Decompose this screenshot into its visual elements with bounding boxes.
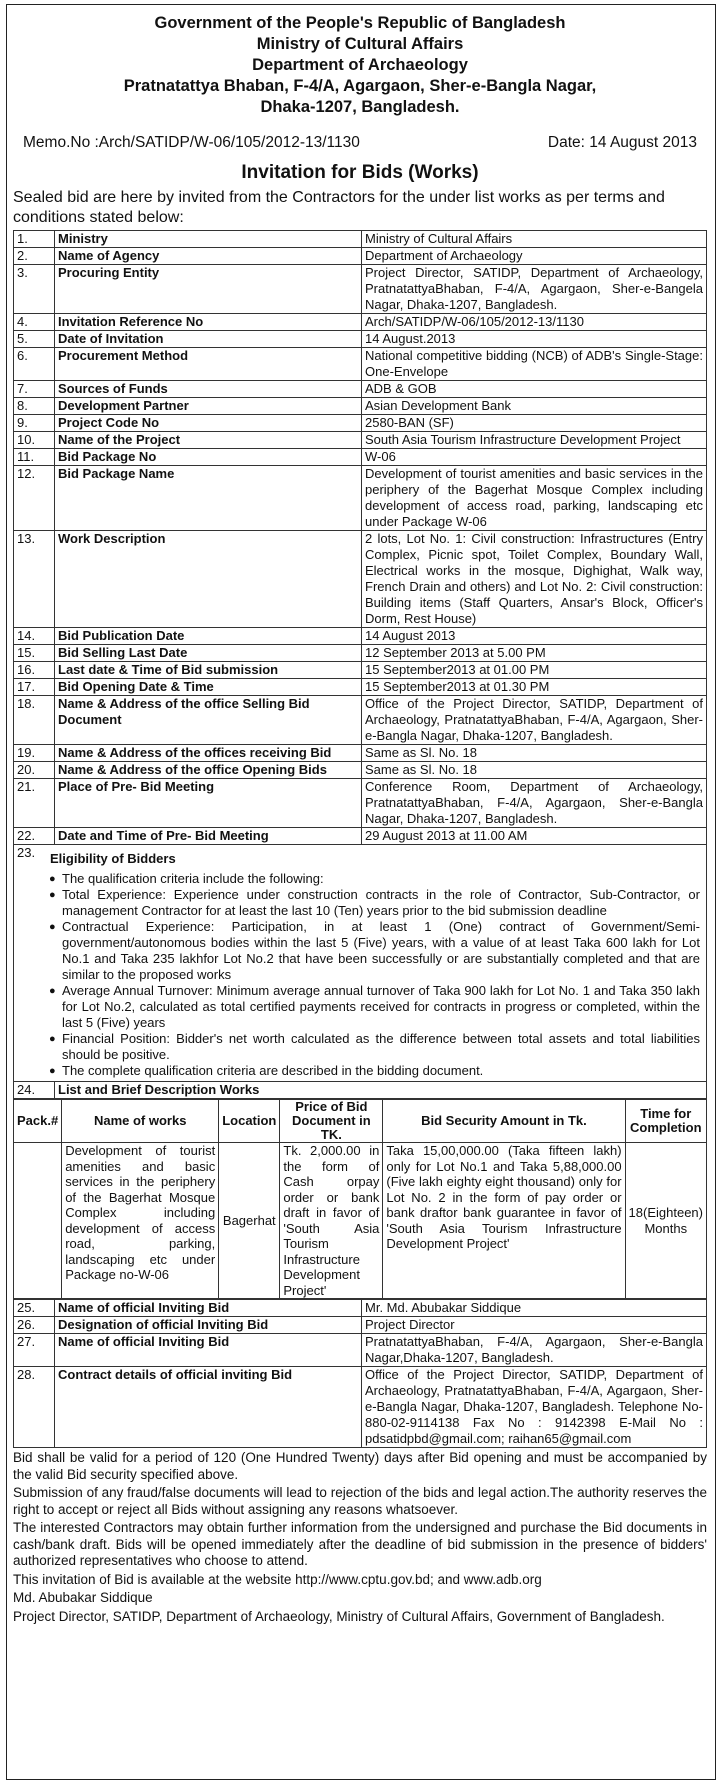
eligibility-item: ● Financial Position: Bidder's net worth calculated as the difference between total assets and total liabilities should be positive. bbox=[62, 1031, 700, 1063]
header-address: Pratnatattya Bhaban, F-4/A, Agargaon, Sher-e-Bangla Nagar, bbox=[123, 77, 597, 95]
eligibility-item: ● The complete qualification criteria are described in the bidding document. bbox=[62, 1063, 700, 1079]
table-row bbox=[14, 779, 707, 828]
row-sl: 21. bbox=[14, 779, 55, 828]
table-row bbox=[14, 828, 707, 845]
works-price: Tk. 2,000.00 in the form of Cash orpay order or bank draft in favor of 'South Asia Tourism Infrastructure Development Project' bbox=[280, 1143, 383, 1299]
row-label: Work Description bbox=[55, 531, 362, 628]
row-sl: 28. bbox=[14, 1367, 55, 1448]
row-sl: 12. bbox=[14, 466, 55, 531]
row-label: Date and Time of Pre- Bid Meeting bbox=[55, 828, 362, 845]
row-sl: 18. bbox=[14, 696, 55, 745]
row-sl: 13. bbox=[14, 531, 55, 628]
table-row bbox=[14, 398, 707, 415]
eligibility-item: ● Average Annual Turnover: Minimum average annual turnover of Taka 900 lakh for Lot No. 1 and Taka 350 lakh for Lot No.2, calculated as total certified payments received for contracts in progress or completed, within the last 5 (Five) years bbox=[62, 983, 700, 1031]
letterhead bbox=[13, 13, 707, 118]
row-label: Date of Invitation bbox=[55, 331, 362, 348]
col-pack: Pack.# bbox=[14, 1100, 62, 1143]
table-row bbox=[14, 1334, 707, 1367]
row-value: South Asia Tourism Infrastructure Development Project bbox=[362, 432, 707, 449]
row-label: Last date & Time of Bid submission bbox=[55, 662, 362, 679]
header-ministry: Ministry of Cultural Affairs bbox=[256, 35, 464, 53]
row-value: 15 September2013 at 01.00 PM bbox=[362, 662, 707, 679]
table-row bbox=[14, 696, 707, 745]
row-sl: 14. bbox=[14, 628, 55, 645]
table-row bbox=[14, 466, 707, 531]
row-label: Bid Package No bbox=[55, 449, 362, 466]
row-sl: 3. bbox=[14, 265, 55, 314]
row-sl: 1. bbox=[14, 231, 55, 248]
memo-line bbox=[23, 134, 697, 152]
row-label: Name & Address of the office Opening Bids bbox=[55, 762, 362, 779]
bid-notice-page bbox=[6, 4, 716, 1780]
row-sl: 2. bbox=[14, 248, 55, 265]
row-value: 14 August 2013 bbox=[362, 628, 707, 645]
table-row bbox=[14, 1300, 707, 1317]
eligibility-item: ● Contractual Experience: Participation, in at least 1 (One) contract of Government/Semi-government/autonomous bodies within the last 5 (Five) years, with a value of at least Taka 600 lakh for Lot No.1 and Taka 235 lakhfor Lot No.2 that have been successfully or are substantially completed and that are similar to the proposed works bbox=[62, 919, 700, 983]
row-label: Contract details of official inviting Bid bbox=[55, 1367, 362, 1448]
table-row bbox=[14, 628, 707, 645]
table-row bbox=[14, 432, 707, 449]
row-value: Arch/SATIDP/W-06/105/2012-13/1130 bbox=[362, 314, 707, 331]
memo-number: Memo.No :Arch/SATIDP/W-06/105/2012-13/1130 bbox=[23, 134, 360, 151]
header-government: Government of the People's Republic of Bangladesh bbox=[154, 14, 566, 32]
footer-paragraph: Submission of any fraud/false documents will lead to rejection of the bids and legal action.The authority reserves the right to accept or reject all Bids without assigning any reasons whatsoever. bbox=[13, 1485, 707, 1517]
row-label: Name of official Inviting Bid bbox=[55, 1300, 362, 1317]
row-label: Invitation Reference No bbox=[55, 314, 362, 331]
row-sl: 27. bbox=[14, 1334, 55, 1367]
row-label: Ministry bbox=[55, 231, 362, 248]
row-value: Conference Room, Department of Archaeology, PratnatattyaBhaban, F-4/A, Agargaon, Sher-e-Bangla Nagar, Dhaka-1207, Bangladesh. bbox=[362, 779, 707, 828]
table-row bbox=[14, 645, 707, 662]
row-value: Development of tourist amenities and basic services in the periphery of the Bagerhat Mosque Complex including development of access road, parking, landscaping etc under Package W-06 bbox=[362, 466, 707, 531]
header-department: Department of Archaeology bbox=[252, 56, 468, 74]
row-label: Bid Package Name bbox=[55, 466, 362, 531]
row-label: Designation of official Inviting Bid bbox=[55, 1317, 362, 1334]
row-value: Project Director, SATIDP, Department of Archaeology, PratnatattyaBhaban, F-4/A, Agargaon, Sher-e-Bangela Nagar, Dhaka-1207, Bangladesh. bbox=[362, 265, 707, 314]
footer-paragraph: Md. Abubakar Siddique bbox=[13, 1590, 153, 1605]
col-price: Price of Bid Document in TK. bbox=[280, 1100, 383, 1143]
works-sl: 24. bbox=[14, 1082, 55, 1099]
eligibility-item: ● The qualification criteria include the following: bbox=[62, 871, 700, 887]
row-value: ADB & GOB bbox=[362, 381, 707, 398]
row-sl: 10. bbox=[14, 432, 55, 449]
table-row bbox=[14, 415, 707, 432]
col-name-of-works: Name of works bbox=[62, 1100, 219, 1143]
table-row bbox=[14, 248, 707, 265]
memo-date: Date: 14 August 2013 bbox=[547, 134, 697, 151]
row-value: Office of the Project Director, SATIDP, Department of Archaeology, PratnatattyaBhaban, F-4/A, Agargaon, Sher-e-Bangla Nagar, Dhaka-1207, Bangladesh. bbox=[362, 696, 707, 745]
row-label: Name of the Project bbox=[55, 432, 362, 449]
row-value: PratnatattyaBhaban, F-4/A, Agargaon, Sher-e-Bangla Nagar,Dhaka-1207, Bangladesh. bbox=[362, 1334, 707, 1367]
row-sl: 26. bbox=[14, 1317, 55, 1334]
row-value: Same as Sl. No. 18 bbox=[362, 745, 707, 762]
eligibility-item: ● Total Experience: Experience under construction contracts in the role of Contractor, Sub-Contractor, or management Contractor for at least the last 10 (Ten) years prior to the bid submission deadline bbox=[62, 887, 700, 919]
row-value: Same as Sl. No. 18 bbox=[362, 762, 707, 779]
row-value: 14 August.2013 bbox=[362, 331, 707, 348]
table-row bbox=[14, 662, 707, 679]
footer-paragraph: Project Director, SATIDP, Department of Archaeology, Ministry of Cultural Affairs, Government of Bangladesh. bbox=[13, 1608, 665, 1624]
row-sl: 15. bbox=[14, 645, 55, 662]
row-label: Name of Agency bbox=[55, 248, 362, 265]
table-row bbox=[14, 745, 707, 762]
footer-notes bbox=[13, 1450, 707, 1625]
table-row bbox=[14, 531, 707, 628]
row-label: Project Code No bbox=[55, 415, 362, 432]
bid-details-table bbox=[13, 230, 707, 1448]
row-label: Name of official Inviting Bid bbox=[55, 1334, 362, 1367]
row-value: 15 September2013 at 01.30 PM bbox=[362, 679, 707, 696]
works-security: Taka 15,00,000.00 (Taka fifteen lakh) only for Lot No.1 and Taka 5,88,000.00 (Five lakh eighty eight thousand) only for Lot No. 2 in the form of pay order or bank draftor bank guarantee in favor of 'South Asia Tourism Infrastructure Development Project' bbox=[383, 1143, 625, 1299]
works-heading: List and Brief Description Works bbox=[55, 1082, 707, 1099]
works-heading-row bbox=[14, 1082, 707, 1099]
row-value: Office of the Project Director, SATIDP, Department of Archaeology, PratnatattyaBhaban, F-4/A, Agargaon, Sher-e-Bangla Nagar, Dhaka-1207, Bangladesh. Telephone No- 880-02-9114138 Fax No : 9142398 E-Mail No : pdsatidpbd@gmail.com; raihan65@gmail.com bbox=[362, 1367, 707, 1448]
row-label: Bid Selling Last Date bbox=[55, 645, 362, 662]
table-row bbox=[14, 314, 707, 331]
works-table-row bbox=[14, 1099, 707, 1300]
row-label: Place of Pre- Bid Meeting bbox=[55, 779, 362, 828]
table-row bbox=[14, 381, 707, 398]
row-sl: 8. bbox=[14, 398, 55, 415]
table-row bbox=[14, 348, 707, 381]
row-sl: 7. bbox=[14, 381, 55, 398]
row-sl: 25. bbox=[14, 1300, 55, 1317]
row-label: Name & Address of the offices receiving Bid bbox=[55, 745, 362, 762]
row-value: Ministry of Cultural Affairs bbox=[362, 231, 707, 248]
col-bid-security: Bid Security Amount in Tk. bbox=[383, 1100, 625, 1143]
table-row bbox=[14, 762, 707, 779]
footer-paragraph: This invitation of Bid is available at the website http://www.cptu.gov.bd; and www.adb.org bbox=[13, 1571, 542, 1587]
row-value: 12 September 2013 at 5.00 PM bbox=[362, 645, 707, 662]
row-sl: 22. bbox=[14, 828, 55, 845]
works-time: 18(Eighteen) Months bbox=[625, 1143, 706, 1299]
page-title: Invitation for Bids (Works) bbox=[241, 162, 479, 183]
row-value: 2580-BAN (SF) bbox=[362, 415, 707, 432]
eligibility-sl: 23. bbox=[17, 845, 36, 860]
table-row bbox=[14, 231, 707, 248]
table-row bbox=[14, 679, 707, 696]
works-header-row bbox=[14, 1100, 706, 1143]
row-sl: 11. bbox=[14, 449, 55, 466]
col-time: Time for Completion bbox=[625, 1100, 706, 1143]
works-table bbox=[14, 1099, 706, 1299]
row-sl: 20. bbox=[14, 762, 55, 779]
row-value: 2 lots, Lot No. 1: Civil construction: Infrastructures (Entry Complex, Picnic spot, Toilet Complex, Boundary Wall, Electrical works in the mosque, Dighighat, Walk way, French Drain and others) and Lot No. 2: Civil construction: Building items (Staff Quarters, Ansar's Block, Officer's Dorm, Rest House) bbox=[362, 531, 707, 628]
row-sl: 4. bbox=[14, 314, 55, 331]
eligibility-heading: Eligibility of Bidders bbox=[50, 851, 176, 866]
row-value: Asian Development Bank bbox=[362, 398, 707, 415]
row-label: Development Partner bbox=[55, 398, 362, 415]
row-value: National competitive bidding (NCB) of ADB's Single-Stage: One-Envelope bbox=[362, 348, 707, 381]
row-label: Sources of Funds bbox=[55, 381, 362, 398]
row-value: W-06 bbox=[362, 449, 707, 466]
row-sl: 5. bbox=[14, 331, 55, 348]
works-data-row bbox=[14, 1143, 706, 1299]
table-row bbox=[14, 1367, 707, 1448]
row-sl: 19. bbox=[14, 745, 55, 762]
works-name: Development of tourist amenities and basic services in the periphery of the Bagerhat Mosque Complex including development of access road, parking, landscaping etc under Package no-W-06 bbox=[62, 1143, 219, 1299]
table-row bbox=[14, 1317, 707, 1334]
works-pack bbox=[14, 1143, 62, 1299]
intro-text: Sealed bid are here by invited from the Contractors for the under list works as per terms and conditions stated below: bbox=[13, 189, 665, 226]
table-row bbox=[14, 449, 707, 466]
eligibility-row bbox=[14, 845, 707, 1082]
header-city: Dhaka-1207, Bangladesh. bbox=[260, 98, 460, 116]
row-label: Procuring Entity bbox=[55, 265, 362, 314]
row-label: Procurement Method bbox=[55, 348, 362, 381]
row-value: Mr. Md. Abubakar Siddique bbox=[362, 1300, 707, 1317]
row-label: Name & Address of the office Selling Bid Document bbox=[55, 696, 362, 745]
table-row bbox=[14, 265, 707, 314]
table-row bbox=[14, 331, 707, 348]
row-sl: 17. bbox=[14, 679, 55, 696]
row-value: 29 August 2013 at 11.00 AM bbox=[362, 828, 707, 845]
col-location: Location bbox=[219, 1100, 280, 1143]
eligibility-list bbox=[48, 871, 700, 1079]
row-sl: 16. bbox=[14, 662, 55, 679]
footer-paragraph: The interested Contractors may obtain further information from the undersigned and purchase the Bid documents in cash/bank draft. Bids will be opened immediately after the deadline of bid submission in the presence of bidders' authorized representatives who choose to attend. bbox=[13, 1520, 707, 1568]
row-value: Project Director bbox=[362, 1317, 707, 1334]
row-value: Department of Archaeology bbox=[362, 248, 707, 265]
row-label: Bid Opening Date & Time bbox=[55, 679, 362, 696]
row-label: Bid Publication Date bbox=[55, 628, 362, 645]
row-sl: 6. bbox=[14, 348, 55, 381]
footer-paragraph: Bid shall be valid for a period of 120 (One Hundred Twenty) days after Bid opening and must be accompanied by the valid Bid security specified above. bbox=[13, 1450, 707, 1482]
works-location: Bagerhat bbox=[219, 1143, 280, 1299]
row-sl: 9. bbox=[14, 415, 55, 432]
